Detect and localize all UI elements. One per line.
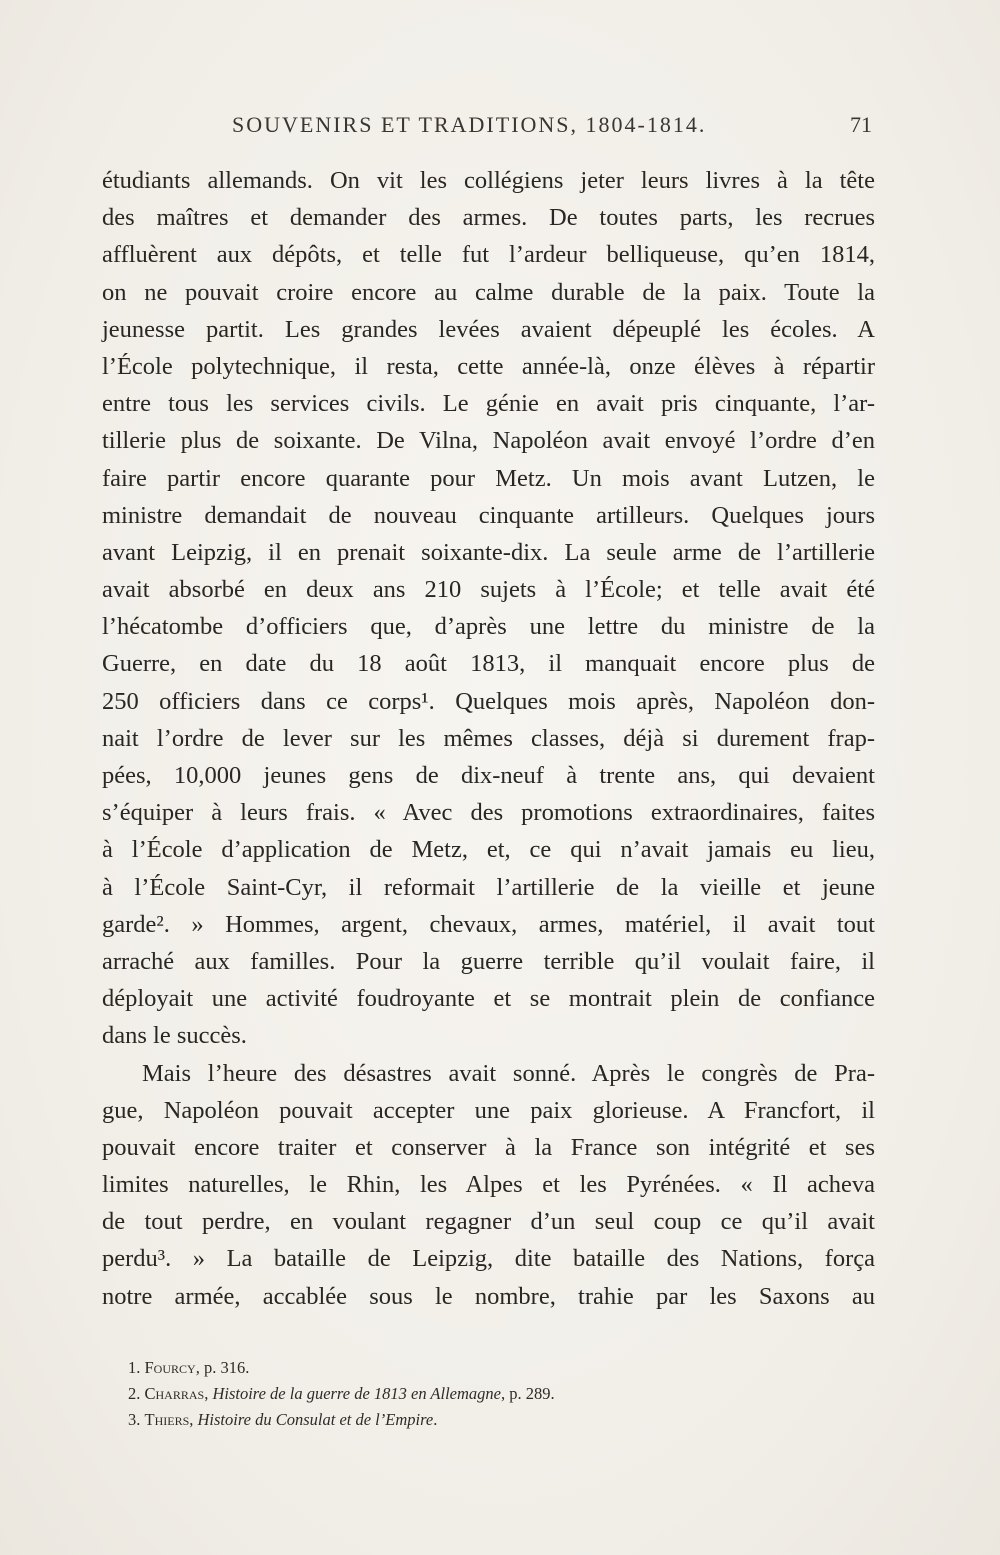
footnote-rest: , p. 289. xyxy=(500,1384,555,1403)
page-number: 71 xyxy=(850,112,872,137)
footnote-rest: , p. 316. xyxy=(195,1358,250,1377)
text-line: gue, Napoléon pouvait accepter une paix glorieuse. A Francfort, il xyxy=(102,1096,875,1124)
footnote-rest: . xyxy=(433,1410,438,1429)
text-line: arraché aux familles. Pour la guerre terrible qu’il voulait faire, il xyxy=(102,947,875,975)
text-line: déployait une activité foudroyante et se montrait plein de confiance xyxy=(102,985,875,1013)
footnote: 3. Thiers, Histoire du Consulat et de l’Empire. xyxy=(128,1410,438,1429)
running-title: SOUVENIRS ET TRADITIONS, 1804-1814. xyxy=(232,112,707,137)
text-line: des maîtres et demander des armes. De toutes parts, les recrues xyxy=(102,204,875,232)
text-line: de tout perdre, en voulant regagner d’un seul coup ce qu’il avait xyxy=(102,1208,875,1236)
footnote xyxy=(128,1355,828,1381)
text-line: étudiants allemands. On vit les collégiens jeter leurs livres à la tête xyxy=(102,167,875,194)
text-line: jeunesse partit. Les grandes levées avaient dépeuplé les écoles. A xyxy=(102,315,875,343)
footnote-author: Charras xyxy=(144,1384,205,1403)
text-line: garde². » Hommes, argent, chevaux, armes, matériel, il avait tout xyxy=(102,910,875,938)
text-line: à l’École Saint-Cyr, il reformait l’artillerie de la vieille et jeune xyxy=(102,873,875,901)
text-line: pouvait encore traiter et conserver à la France son intégrité et ses xyxy=(102,1133,875,1161)
text-line: entre tous les services civils. Le génie en avait pris cinquante, l’ar- xyxy=(102,390,875,418)
footnote-title: Histoire de la guerre de 1813 en Allemagne xyxy=(212,1384,501,1403)
text-line: nait l’ordre de lever sur les mêmes classes, déjà si durement frap- xyxy=(102,724,875,752)
text-line: 250 officiers dans ce corps¹. Quelques mois après, Napoléon don- xyxy=(102,687,875,715)
body-text xyxy=(102,162,875,1315)
text-line: avait absorbé en deux ans 210 sujets à l’École; et telle avait été xyxy=(102,576,875,604)
text-line: dans le succès. xyxy=(102,1022,247,1050)
text-line: l’École polytechnique, il resta, cette année-là, onze élèves à répartir xyxy=(102,352,875,380)
text-line: faire partir encore quarante pour Metz. Un mois avant Lutzen, le xyxy=(102,464,875,492)
footnote-author: Thiers xyxy=(144,1410,190,1429)
text-line: à l’École d’application de Metz, et, ce qui n’avait jamais eu lieu, xyxy=(102,836,875,864)
text-line: Guerre, en date du 18 août 1813, il manquait encore plus de xyxy=(102,650,875,678)
footnotes xyxy=(128,1355,828,1433)
text-line: limites naturelles, le Rhin, les Alpes et les Pyrénées. « Il acheva xyxy=(102,1171,875,1199)
text-line: pées, 10,000 jeunes gens de dix-neuf à trente ans, qui devaient xyxy=(102,762,875,789)
footnote-title: Histoire du Consulat et de l’Empire xyxy=(197,1410,434,1429)
footnote-number: 1. xyxy=(128,1358,141,1377)
footnote-number: 3. xyxy=(128,1410,141,1429)
text-line: affluèrent aux dépôts, et telle fut l’ardeur belliqueuse, qu’en 1814, xyxy=(102,241,875,269)
text-line: ministre demandait de nouveau cinquante artilleurs. Quelques jours xyxy=(102,501,875,529)
text-line: s’équiper à leurs frais. « Avec des promotions extraordinaires, faites xyxy=(102,799,875,827)
text-line: perdu³. » La bataille de Leipzig, dite bataille des Nations, força xyxy=(102,1245,875,1273)
text-line: tillerie plus de soixante. De Vilna, Napoléon avait envoyé l’ordre d’en xyxy=(102,427,875,455)
text-line: l’hécatombe d’officiers que, d’après une lettre du ministre de la xyxy=(102,613,875,641)
text-line: notre armée, accablée sous le nombre, trahie par les Saxons au xyxy=(102,1282,875,1310)
footnote-author: Fourcy xyxy=(144,1358,196,1377)
text-line: avant Leipzig, il en prenait soixante-dix. La seule arme de l’artillerie xyxy=(102,538,875,566)
text-line: on ne pouvait croire encore au calme durable de la paix. Toute la xyxy=(102,278,875,306)
footnote-number: 2. xyxy=(128,1384,141,1403)
text-line: Mais l’heure des désastres avait sonné. Après le congrès de Pra- xyxy=(142,1059,875,1087)
footnote: 2. Charras, Histoire de la guerre de 1813 en Allemagne, p. 289. xyxy=(128,1384,555,1403)
